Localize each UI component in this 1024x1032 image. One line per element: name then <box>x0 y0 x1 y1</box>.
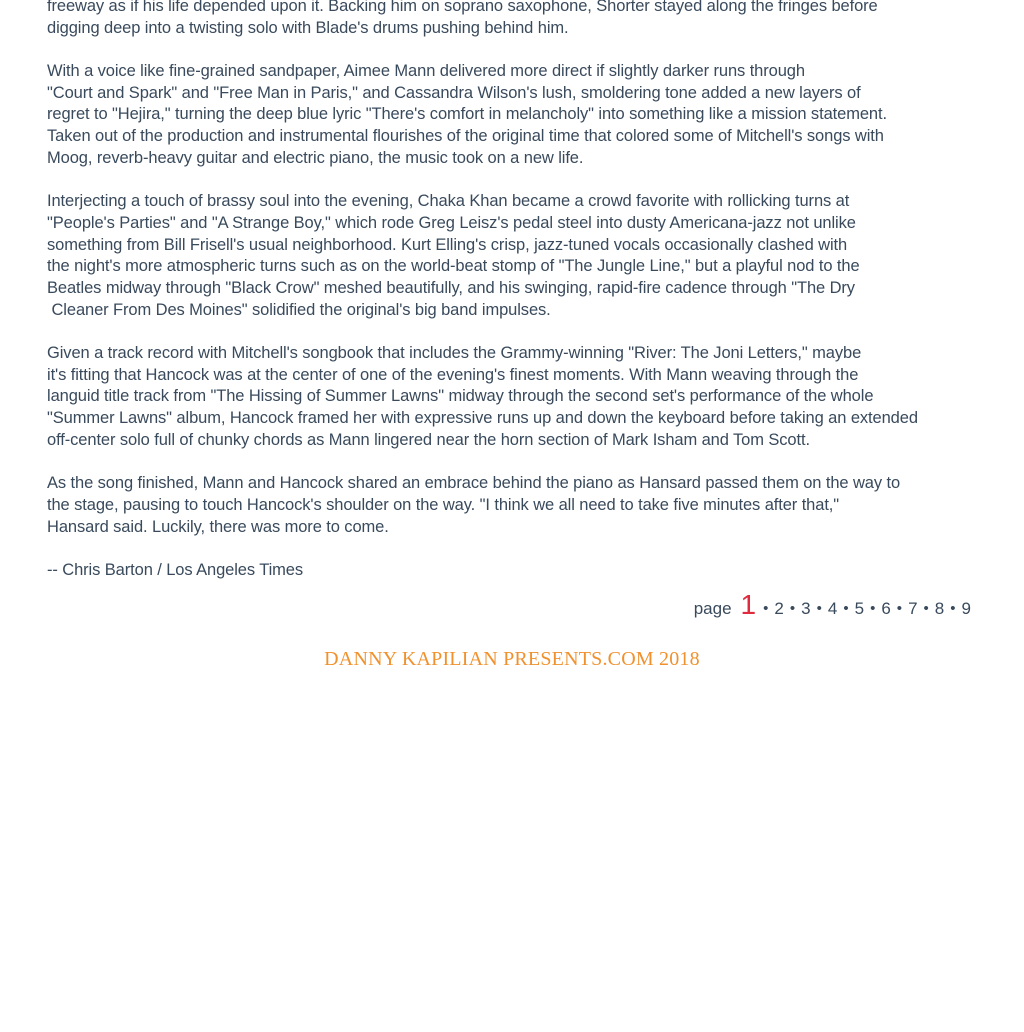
article-line: "People's Parties" and "A Strange Boy," which rode Greg Leisz's pedal steel into dusty Americana-jazz not unlike <box>47 213 856 232</box>
article-line: "Court and Spark" and "Free Man in Paris," and Cassandra Wilson's lush, smoldering tone added a new layers of <box>47 83 861 102</box>
pagination-current-page: 1 <box>740 589 757 620</box>
footer-site-link[interactable]: DANNY KAPILIAN PRESENTS.COM 2018 <box>324 648 700 670</box>
article-byline-block <box>47 560 1024 582</box>
article-line: languid title track from "The Hissing of Summer Lawns" midway through the second set's performance of the whole <box>47 387 874 406</box>
pagination-separator: • <box>843 600 849 617</box>
article-line: the stage, pausing to touch Hancock's shoulder on the way. "I think we all need to take five minutes after that," <box>47 495 840 514</box>
pagination-page-4[interactable]: 4 <box>827 599 838 618</box>
article-line: something from Bill Frisell's usual neighborhood. Kurt Elling's crisp, jazz-tuned vocals occasionally clashed with <box>47 235 848 254</box>
article-paragraph <box>47 191 1024 321</box>
article-line: it's fitting that Hancock was at the center of one of the evening's finest moments. With Mann weaving through the <box>47 365 859 384</box>
pagination-page-2[interactable]: 2 <box>774 599 784 618</box>
pagination-separator: • <box>789 600 796 617</box>
article-line: freeway as if his life depended upon it. Backing him on soprano saxophone, Shorter stayed along the fringes before <box>47 0 878 15</box>
pagination <box>694 589 971 621</box>
article-line: "Summer Lawns" album, Hancock framed her with expressive runs up and down the keyboard before taking an extended <box>47 409 918 428</box>
pagination-separator: • <box>923 600 929 617</box>
article-line: the night's more atmospheric turns such as on the world-beat stomp of "The Jungle Line," but a playful nod to the <box>47 257 860 276</box>
article-byline: -- Chris Barton / Los Angeles Times <box>47 560 304 579</box>
pagination-separator: • <box>816 600 822 617</box>
pagination-page-8[interactable]: 8 <box>934 599 945 618</box>
pagination-page-7[interactable]: 7 <box>908 599 918 618</box>
article-paragraph <box>47 0 1024 39</box>
article-line: With a voice like fine-grained sandpaper, Aimee Mann delivered more direct if slightly darker runs through <box>47 62 805 81</box>
pagination-label: page <box>693 599 732 618</box>
article-line: Interjecting a touch of brassy soul into the evening, Chaka Khan became a crowd favorite with rollicking turns at <box>47 192 850 211</box>
pagination-separator: • <box>763 600 769 617</box>
article-line: As the song finished, Mann and Hancock shared an embrace behind the piano as Hansard passed them on the way to <box>47 474 901 493</box>
article-line: digging deep into a twisting solo with Blade's drums pushing behind him. <box>47 18 569 37</box>
article-line: regret to "Hejira," turning the deep blue lyric "There's comfort in melancholy" into something like a mission statement. <box>47 105 887 124</box>
article-body <box>47 0 1024 603</box>
article-paragraph <box>47 473 1024 538</box>
article-line: Moog, reverb-heavy guitar and electric piano, the music took on a new life. <box>47 148 584 167</box>
site-footer <box>0 648 1024 671</box>
article-line: off-center solo full of chunky chords as Mann lingered near the horn section of Mark Isham and Tom Scott. <box>47 430 810 449</box>
pagination-separator: • <box>870 600 876 617</box>
pagination-page-3[interactable]: 3 <box>801 599 811 618</box>
article-paragraph <box>47 343 1024 451</box>
pagination-page-6[interactable]: 6 <box>881 599 891 618</box>
pagination-separator: • <box>896 600 903 617</box>
article-line: Hansard said. Luckily, there was more to come. <box>47 517 389 536</box>
article-line: Beatles midway through "Black Crow" meshed beautifully, and his swinging, rapid-fire cadence through "The Dry <box>47 278 855 297</box>
article-line: Taken out of the production and instrumental flourishes of the original time that colored some of Mitchell's songs with <box>47 127 884 146</box>
pagination-page-9[interactable]: 9 <box>961 599 971 618</box>
pagination-separator: • <box>950 600 956 617</box>
pagination-page-5[interactable]: 5 <box>854 599 865 618</box>
article-paragraph <box>47 61 1024 169</box>
article-line: Cleaner From Des Moines" solidified the original's big band impulses. <box>47 300 551 319</box>
article-line: Given a track record with Mitchell's songbook that includes the Grammy-winning "River: The Joni Letters," maybe <box>47 344 862 362</box>
